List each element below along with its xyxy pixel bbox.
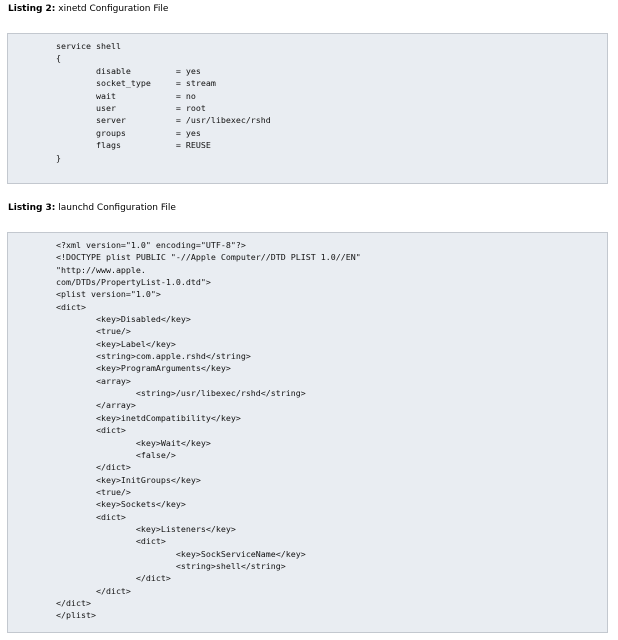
listing-3-code-box: [7, 232, 608, 633]
listing-3-code: <?xml version="1.0" encoding="UTF-8"?> <!DOCTYPE plist PUBLIC "-//Apple Computer//DTD PLIST 1.0//EN" "http://www.apple. com/DTDs/PropertyList-1.0.dtd"> <plist version="1.0"> <dict> <key>Disabled</key> <true/> <key>Label</key> <string>com.apple.rshd</string> <key>ProgramArguments</key> <array> <string>/usr/libexec/rshd</string> </array> <key>inetdCompatibility</key> <dict> <key>Wait</key> <false/> </dict> <key>InitGroups</key> <true/> <key>Sockets</key> <dict> <key>Listeners</key> <dict> <key>SockServiceName</key> <string>shell</string> </dict> </dict> </dict> </plist>: [56, 240, 361, 621]
listing-2-title: [8, 3, 168, 15]
listing-2-code: service shell { disable = yes socket_type = stream wait = no user = root server = /usr/libexec/rshd groups = yes flags = REUSE }: [56, 41, 271, 163]
listing-3-title: [8, 202, 176, 214]
listing-3-label: Listing 3:: [8, 203, 56, 213]
listing-2-label: Listing 2:: [8, 4, 56, 14]
listing-3-caption: launchd Configuration File: [55, 203, 176, 213]
listing-2-code-box: [7, 33, 608, 184]
listing-2-caption: xinetd Configuration File: [55, 4, 169, 14]
